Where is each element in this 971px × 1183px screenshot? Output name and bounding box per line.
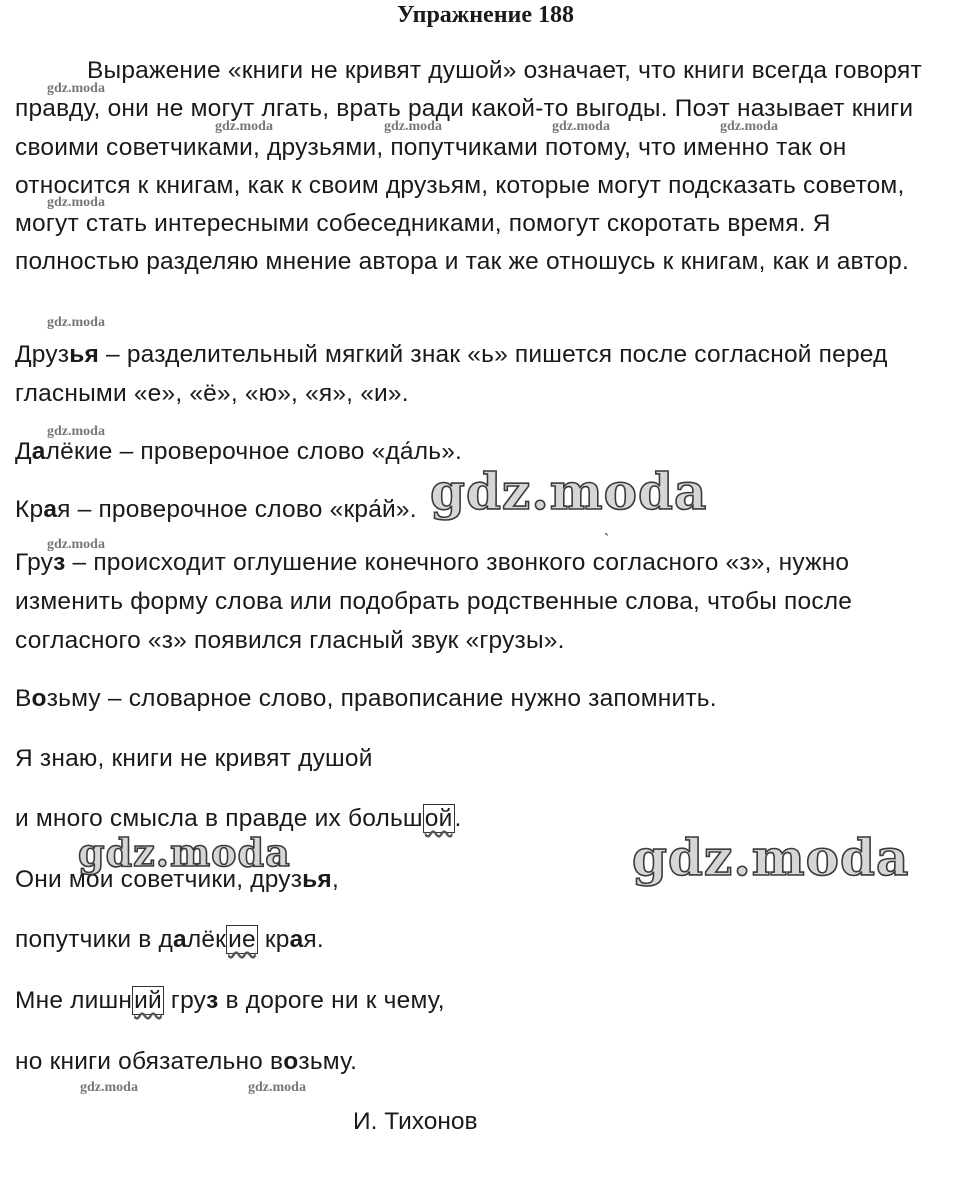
note-dalekie: Далёкие – проверочное слово «да́ль». xyxy=(15,438,463,465)
ending-box: ой xyxy=(424,805,453,832)
watermark-small: gdz.moda xyxy=(47,537,105,552)
poem-line-5: Мне лишний груз в дороге ни к чему, xyxy=(15,987,445,1014)
intro-paragraph xyxy=(15,52,960,282)
stray-tick-mark: ` xyxy=(604,532,610,549)
watermark-small: gdz.moda xyxy=(47,315,105,330)
poem-line-2: и много смысла в правде их большой. xyxy=(15,805,462,832)
note-gruz-line-1: Груз – происходит оглушение конечного звонкого согласного «з», нужно xyxy=(15,549,850,576)
watermark-small: gdz.moda xyxy=(215,119,273,134)
note-gruz-line-2: изменить форму слова или подобрать родственные слова, чтобы после xyxy=(15,588,853,615)
watermark-small: gdz.moda xyxy=(384,119,442,134)
watermark-small: gdz.moda xyxy=(720,119,778,134)
watermark-small: gdz.moda xyxy=(552,119,610,134)
watermark-small: gdz.moda xyxy=(80,1080,138,1095)
watermark-small: gdz.moda xyxy=(47,424,105,439)
ending-box: ие xyxy=(228,926,256,953)
note-kraya: Края – проверочное слово «кра́й». xyxy=(15,496,417,523)
watermark-large: gdz.moda xyxy=(632,828,910,887)
note-druzya-line-1: Друзья – разделительный мягкий знак «ь» пишется после согласной перед xyxy=(15,341,888,368)
poem-line-4: попутчики в далёкие края. xyxy=(15,926,324,953)
watermark-large: gdz.moda xyxy=(78,830,291,875)
watermark-small: gdz.moda xyxy=(47,195,105,210)
watermark-small: gdz.moda xyxy=(248,1080,306,1095)
poem-author: И. Тихонов xyxy=(353,1108,478,1135)
watermark-large: gdz.moda xyxy=(430,462,708,521)
poem-line-1: Я знаю, книги не кривят душой xyxy=(15,745,373,772)
poem-line-3: Они мои советчики, друзья, xyxy=(15,866,339,893)
note-gruz-line-3: согласного «з» появился гласный звук «грузы». xyxy=(15,627,565,654)
watermark-small: gdz.moda xyxy=(47,81,105,96)
page-title: Упражнение 188 xyxy=(396,2,574,28)
note-druzya-line-2: гласными «е», «ё», «ю», «я», «и». xyxy=(15,380,409,407)
poem-line-6: но книги обязательно возьму. xyxy=(15,1048,358,1075)
ending-box: ий xyxy=(134,987,162,1014)
intro-text: Выражение «книги не кривят душой» означает, что книги всегда говорят правду, они не могут лгать, врать ради какой-то выгоды. Поэт называет книги своими советчиками, друзьями, попутчиками потому, что именно так он относится к книгам, как к своим друзьям, которые могут подсказать советом, могут стать интересными собеседниками, помогут скоротать время. Я полностью разделяю мнение автора и так же отношусь к книгам, как и автор. xyxy=(15,57,922,276)
note-vozmu: Возьму – словарное слово, правописание нужно запомнить. xyxy=(15,685,717,712)
